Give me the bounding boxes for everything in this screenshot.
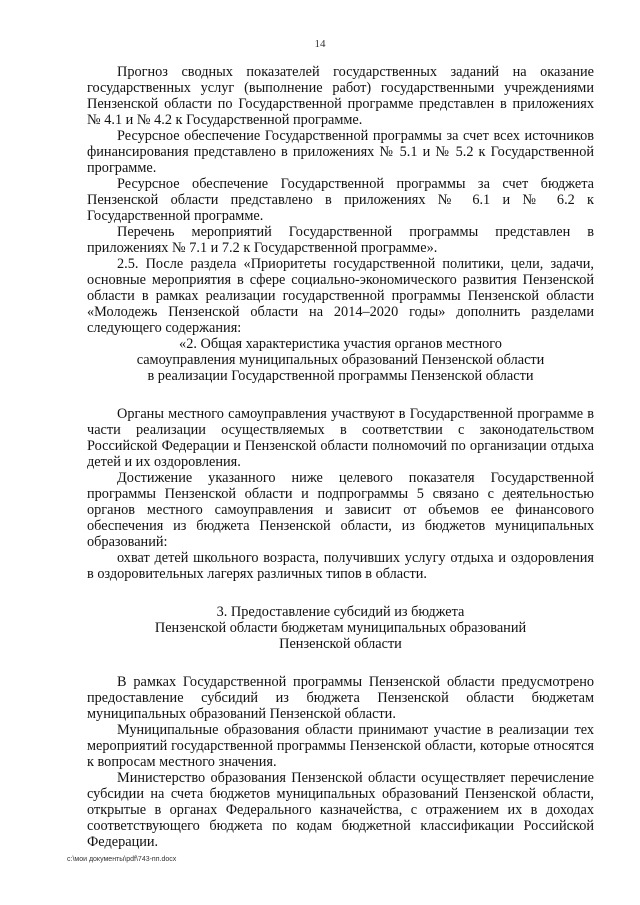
heading-line: самоуправления муниципальных образований Пензенской области [136,352,545,368]
paragraph: Перечень мероприятий Государственной программы представлен в приложениях № 7.1 и 7.2 к Государственной программе». [87,224,594,256]
heading-line: Пензенской области [279,636,402,652]
paragraph: Органы местного самоуправления участвуют в Государственной программе в части реализации осуществляемых в соответствии с законодательством Российской Федерации и Пензенской области полномочий по организации отдыха детей и их оздоровления. [87,406,594,470]
section-heading-2 [87,336,594,384]
paragraph: В рамках Государственной программы Пензенской области предусмотрено предоставление субсидий из бюджета Пензенской области бюджетам муниципальных образований Пензенской области. [87,674,594,722]
paragraph: 2.5. После раздела «Приоритеты государственной политики, цели, задачи, основные мероприятия в сфере социально-экономического развития Пензенской области в рамках реализации государственной программы Пензенской области «Молодежь Пензенской области на 2014–2020 годы» дополнить разделами следующего содержания: [87,256,594,336]
paragraph: Ресурсное обеспечение Государственной программы за счет бюджета Пензенской области представлено в приложениях № 6.1 и № 6.2 к Государственной программе. [87,176,594,224]
heading-line: в реализации Государственной программы Пензенской области [147,368,534,384]
paragraph: Министерство образования Пензенской области осуществляет перечисление субсидии на счета бюджетов муниципальных образований Пензенской области, открытые в органах Федерального казначейства, с отражением их в доходах соответствующего бюджета по кодам бюджетной классификации Российской Федерации. [87,770,594,850]
heading-line: 3. Предоставление субсидий из бюджета [216,604,465,620]
heading-line: Пензенской области бюджетам муниципальных образований [154,620,527,636]
file-path-footer: c:\мои документы\pdf\743-пп.docx [67,856,177,863]
paragraph: Муниципальные образования области принимают участие в реализации тех мероприятий государственной программы Пензенской области, которые относятся к вопросам местного значения. [87,722,594,770]
paragraph: Достижение указанного ниже целевого показателя Государственной программы Пензенской области и подпрограммы 5 связано с деятельностью органов местного самоуправления и зависит от объемов ее финансового обеспечения из бюджета Пензенской области, из бюджетов муниципальных образований: [87,470,594,550]
paragraph: Ресурсное обеспечение Государственной программы за счет всех источников финансирования представлено в приложениях № 5.1 и № 5.2 к Государственной программе. [87,128,594,176]
paragraph: охват детей школьного возраста, получивших услугу отдыха и оздоровления в оздоровительных лагерях различных типов в области. [87,550,594,582]
section-heading-3 [87,604,594,652]
document-body [87,64,594,850]
heading-line: «2. Общая характеристика участия органов местного [179,336,502,352]
paragraph: Прогноз сводных показателей государственных заданий на оказание государственных услуг (выполнение работ) государственными учреждениями Пензенской области по Государственной программе представлен в приложениях № 4.1 и № 4.2 к Государственной программе. [87,64,594,128]
page-number: 14 [314,38,326,50]
